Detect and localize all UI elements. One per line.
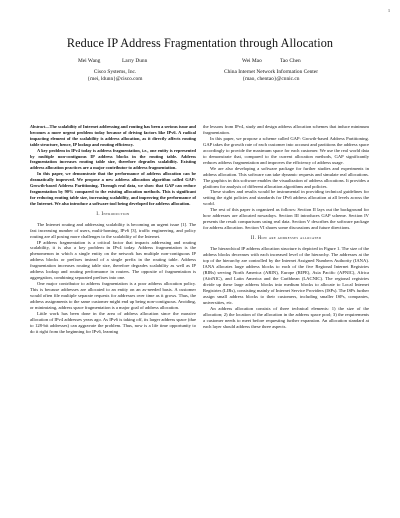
body-paragraph: In this paper, we propose a scheme called GAP: Growth-based Address Partitioning. GAP takes the growth rate of each customer into account and partitions the address space accordingly to provide the maximum space for each customer. We use the real world data to demonstrate that, compared to the current allocation methods, GAP significantly reduces address fragmentation and improves the efficiency of address usage.	[203, 135, 369, 165]
left-column	[30, 124, 196, 335]
affiliation	[60, 69, 170, 83]
body-paragraph: An address allocation consists of three technical elements: 1) the size of the allocation; 2) the location of the allocation in the address space pool; 3) the requirements a customer needs to meet before requesting further expansion. An allocation standard at each layer should address these three aspects.	[203, 305, 369, 329]
body-paragraph: the lessons from IPv4, study and design address allocation schemes that induce minimum fragmentation.	[203, 124, 369, 135]
body-paragraph: These studies and results would be instrumental in providing technical guidelines for setting the right policies and standards for IPv6 address allocation at all levels across the world.	[203, 189, 369, 207]
page-number: 1	[388, 8, 390, 13]
body-paragraph: We are also developing a software package for further studies and experiments in address allocation. This software can take dynamic requests and simulate real allocations. The graphics in this software enables the visualization of address allocations. It provides a platform for analysis of different allocation algorithms and policies.	[203, 165, 369, 189]
author-name: Tao Chen	[280, 58, 301, 64]
paper-title: Reduce IP Address Fragmentation through Allocation	[66, 36, 334, 50]
abstract-label: Abstract—	[30, 124, 50, 129]
abstract-paragraph: In this paper, we demonstrate that the performance of address allocation can be dramatically improved. We propose a new address allocation algorithm called GAP: Growth-based Address Partitioning. Through real data, we show that GAP can reduce fragmentation by 90% compared to the existing allocation methods. This is significant for reducing routing table size, increasing scalability, and improving the performance of the Internet. We also introduce a software tool being developed for address allocation.	[30, 171, 196, 206]
author-name: Larry Dunn	[122, 58, 148, 64]
body-paragraph: Little work has been done in the area of address allocation since the massive allocation of IPv4 addresses years ago. As IPv6 is taking off, its larger address space (due to 128-bit addresses) can aggravate the problem. Thus, now is a life time opportunity to do it right from the beginning for IPv6, learning	[30, 310, 196, 334]
abstract-paragraph: Abstract—The scalability of Internet addressing and routing has been a serious issue and becomes a more urgent problem today because of driving factors like IPv6. A radical impacting element of the scalability is address allocation, as it directly affects routing table structure, hence, IP lookup and routing efficiency.	[30, 124, 196, 147]
affiliation-email: {mao, chentao}@cnnic.cn	[242, 76, 300, 82]
affiliation	[186, 69, 356, 83]
section-heading: I. Introduction	[96, 211, 130, 217]
body-paragraph: The Internet routing and addressing scalability is becoming an urgent issue [1]. The fast increasing number of users, multi-homing, IPv6 [3], traffic engineering, and policy routing are all posing more challenges to the scalability of the Internet.	[30, 221, 196, 239]
section-heading: II. How are addresses allocated	[250, 236, 322, 242]
body-paragraph: One major contributor to address fragmentation is a poor address allocation policy. This is because addresses are allocated to an entity on an as-needed basis. A customer would often file multiple separate requests for addresses over time as it grows. Thus, the address assignments to the same customer might end up being non-contiguous. Avoiding, or minimizing, address space fragmentation is a major goal of address allocation.	[30, 281, 196, 310]
abstract	[30, 124, 196, 207]
right-column	[203, 124, 369, 329]
affiliation-email: {mei, ldunn}@cisco.com	[87, 76, 143, 82]
body-paragraph: IP address fragmentation is a critical factor that impacts addressing and routing scalability, it is also a key problem in IPv4 today. Address fragmentation is the phenomenon in which a single entity on the network has multiple non-contiguous IP address blocks or prefixes instead of a single prefix in the routing table. Address fragmentation increases routing table size, therefore degrades scalability as well as IP address lookup and routing performance in routers. The opposite of fragmentation is aggregation, combining separated prefixes into one.	[30, 239, 196, 281]
affiliation-org: Cisco Systems, Inc.	[93, 69, 137, 75]
affiliation-org: China Internet Network Information Center	[223, 69, 318, 75]
author-name: Mei Wang	[78, 58, 101, 64]
body-paragraph: The rest of this paper is organized as follows: Section II lays out the background for how addresses are allocated nowadays. Section III introduces GAP scheme. Section IV presents the result comparisons using real data. Section V describes the software package for address allocation. Section VI shares some discussions and future directions.	[203, 207, 369, 231]
abstract-paragraph: A key problem in IPv4 today is address fragmentation, i.e., one entity is represented by multiple non-contiguous IP address blocks in the routing table. Address fragmentation increases routing table size, therefore degrades scalability. Existing address allocation practices are a major contributor to address fragmentation.	[30, 147, 196, 171]
author-name: Wei Mao	[242, 58, 262, 64]
body-paragraph: The hierarchical IP address allocation structure is depicted in Figure 1. The size of the address blocks decreases with each increased level of the hierarchy. The addresses at the top of the hierarchy are controlled by the Internet Assigned Numbers Authority (IANA). IANA allocates large address blocks to each of the five Regional Internet Registries (RIRs) serving North America (ARIN), Europe (RIPE), Asia Pacific (APNIC), Africa (AfriNIC), and Latin America and the Caribbean (LACNIC). The regional registries divide up these large address blocks into medium blocks to allocate to Local Internet Registries (LIRs), consisting mainly of Internet Service Providers (ISPs). The ISPs further assign small address blocks to their customers, including smaller ISPs, companies, universities, etc.	[203, 246, 369, 305]
